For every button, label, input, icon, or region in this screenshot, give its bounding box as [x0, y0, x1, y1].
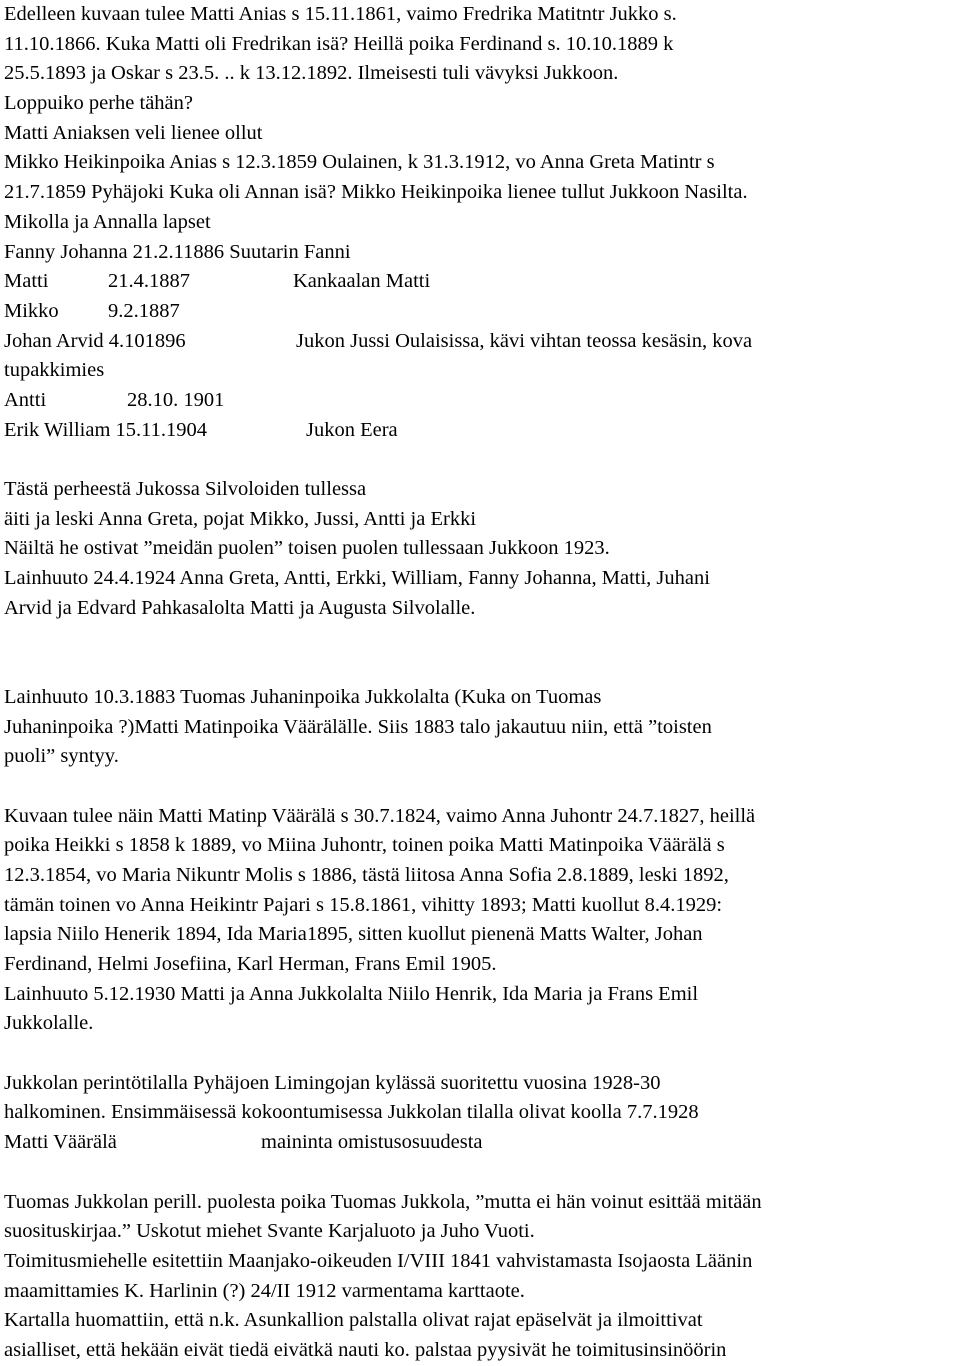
child-row-mikko — [4, 297, 960, 327]
text-line: äiti ja leski Anna Greta, pojat Mikko, Jussi, Antti ja Erkki — [4, 507, 477, 530]
child-name: Mikko — [4, 299, 59, 322]
text-line: Lainhuuto 10.3.1883 Tuomas Juhaninpoika Jukkolalta (Kuka on Tuomas — [4, 685, 602, 708]
text-line: Tästä perheestä Jukossa Silvoloiden tullessa — [4, 478, 367, 500]
text-line: Lainhuuto 24.4.1924 Anna Greta, Antti, Erkki, William, Fanny Johanna, Matti, Juhani — [4, 567, 710, 590]
text-line: Jukkolan perintötilalla Pyhäjoen Limingojan kylässä suoritettu vuosina 1928-30 — [4, 1071, 661, 1094]
text-line: poika Heikki s 1858 k 1889, vo Miina Juhontr, toinen poika Matti Matinpoika Väärälä s — [4, 834, 725, 857]
text-line: Jukkolalle. — [4, 1012, 94, 1035]
child-name: Antti — [4, 388, 47, 411]
text-line: lapsia Niilo Henerik 1894, Ida Maria1895, sitten kuollut pienenä Matts Walter, Johan — [4, 923, 703, 946]
text-line: 25.5.1893 ja Oskar s 23.5. .. k 13.12.1892. Ilmeisesti tuli vävyksi Jukkoon. — [4, 62, 619, 85]
text-line: 12.3.1854, vo Maria Nikuntr Molis s 1886, tästä liitosa Anna Sofia 2.8.1889, leski 1892, — [4, 863, 729, 886]
spacer — [4, 623, 960, 653]
text-line: Juhaninpoika ?)Matti Matinpoika Väärälälle. Siis 1883 talo jakautuu niin, että ”toisten — [4, 715, 712, 738]
child-note: Jukon Eera — [306, 418, 398, 441]
child-row-matti — [4, 267, 960, 297]
owner-row — [4, 1128, 960, 1158]
child-note: Jukon Jussi Oulaisissa, kävi vihtan teossa kesäsin, kova — [296, 329, 753, 352]
text-line: tämän toinen vo Anna Heikintr Pajari s 15.8.1861, vihitty 1893; Matti kuollut 8.4.1929: — [4, 893, 723, 916]
text-line: Toimitusmiehelle esitettiin Maanjako-oikeuden I/VIII 1841 vahvistamasta Isojaosta Läänin — [4, 1249, 753, 1272]
spacer — [4, 772, 960, 802]
child-name: Matti — [4, 270, 49, 293]
text-line: halkominen. Ensimmäisessä kokoontumisessa Jukkolan tilalla olivat koolla 7.7.1928 — [4, 1101, 699, 1124]
child-note-continuation: tupakkimies — [4, 359, 105, 382]
child-name-date: Johan Arvid 4.101896 — [4, 329, 186, 352]
document-page — [4, 0, 960, 1366]
text-line: Mikko Heikinpoika Anias s 12.3.1859 Oulainen, k 31.3.1912, vo Anna Greta Matintr s — [4, 151, 715, 174]
spacer — [4, 653, 960, 683]
text-line: Lainhuuto 5.12.1930 Matti ja Anna Jukkolalta Niilo Henrik, Ida Maria ja Frans Emil — [4, 982, 699, 1005]
child-row-antti — [4, 386, 960, 416]
text-line: Ferdinand, Helmi Josefiina, Karl Herman, Frans Emil 1905. — [4, 953, 497, 975]
child-row-erik — [4, 416, 960, 446]
text-line: Kuvaan tulee näin Matti Matinp Väärälä s 30.7.1824, vaimo Anna Juhontr 24.7.1827, heillä — [4, 804, 756, 827]
owner-name: Matti Väärälä — [4, 1131, 117, 1154]
text-line: Kartalla huomattiin, että n.k. Asunkallion palstalla olivat rajat epäselvät ja ilmoittivat — [4, 1309, 703, 1332]
text-line: Mikolla ja Annalla lapset — [4, 210, 211, 233]
text-line: maamittamies K. Harlinin (?) 24/II 1912 varmentama karttaote. — [4, 1279, 525, 1302]
text-line: Matti Aniaksen veli lienee ollut — [4, 121, 263, 144]
child-date: 21.4.1887 — [108, 270, 190, 293]
spacer — [4, 445, 960, 475]
text-line: suosituskirjaa.” Uskotut miehet Svante Karjaluoto ja Juho Vuoti. — [4, 1220, 535, 1243]
spacer — [4, 1039, 960, 1069]
text-line: Arvid ja Edvard Pahkasalolta Matti ja Augusta Silvolalle. — [4, 596, 476, 619]
text-line: Edelleen kuvaan tulee Matti Anias s 15.11.1861, vaimo Fredrika Matitntr Jukko s. — [4, 3, 677, 25]
text-line: Tuomas Jukkolan perill. puolesta poika Tuomas Jukkola, ”mutta ei hän voinut esittää mitään — [4, 1190, 762, 1213]
child-note: Kankaalan Matti — [293, 270, 431, 293]
text-line: puoli” syntyy. — [4, 745, 119, 768]
child-date: 28.10. 1901 — [127, 388, 225, 411]
child-date: 9.2.1887 — [108, 299, 180, 322]
owner-row — [4, 1158, 960, 1188]
text-line: Fanny Johanna 21.2.11886 Suutarin Fanni — [4, 240, 351, 263]
text-line: Näiltä he ostivat ”meidän puolen” toisen puolen tullessaan Jukkoon 1923. — [4, 537, 610, 560]
text-line: Loppuiko perhe tähän? — [4, 92, 193, 115]
text-line: asialliset, että hekään eivät tiedä eivätkä nauti ko. palstaa pyysivät he toimitusinsinöörin — [4, 1338, 727, 1361]
text-line: 21.7.1859 Pyhäjoki Kuka oli Annan isä? Mikko Heikinpoika lienee tullut Jukkoon Nasilta. — [4, 181, 748, 204]
child-name-date: Erik William 15.11.1904 — [4, 418, 208, 441]
text-line: 11.10.1866. Kuka Matti oli Fredrikan isä? Heillä poika Ferdinand s. 10.10.1889 k — [4, 32, 674, 55]
owner-note: maininta omistusosuudesta — [261, 1131, 483, 1154]
child-row-johan — [4, 327, 960, 357]
